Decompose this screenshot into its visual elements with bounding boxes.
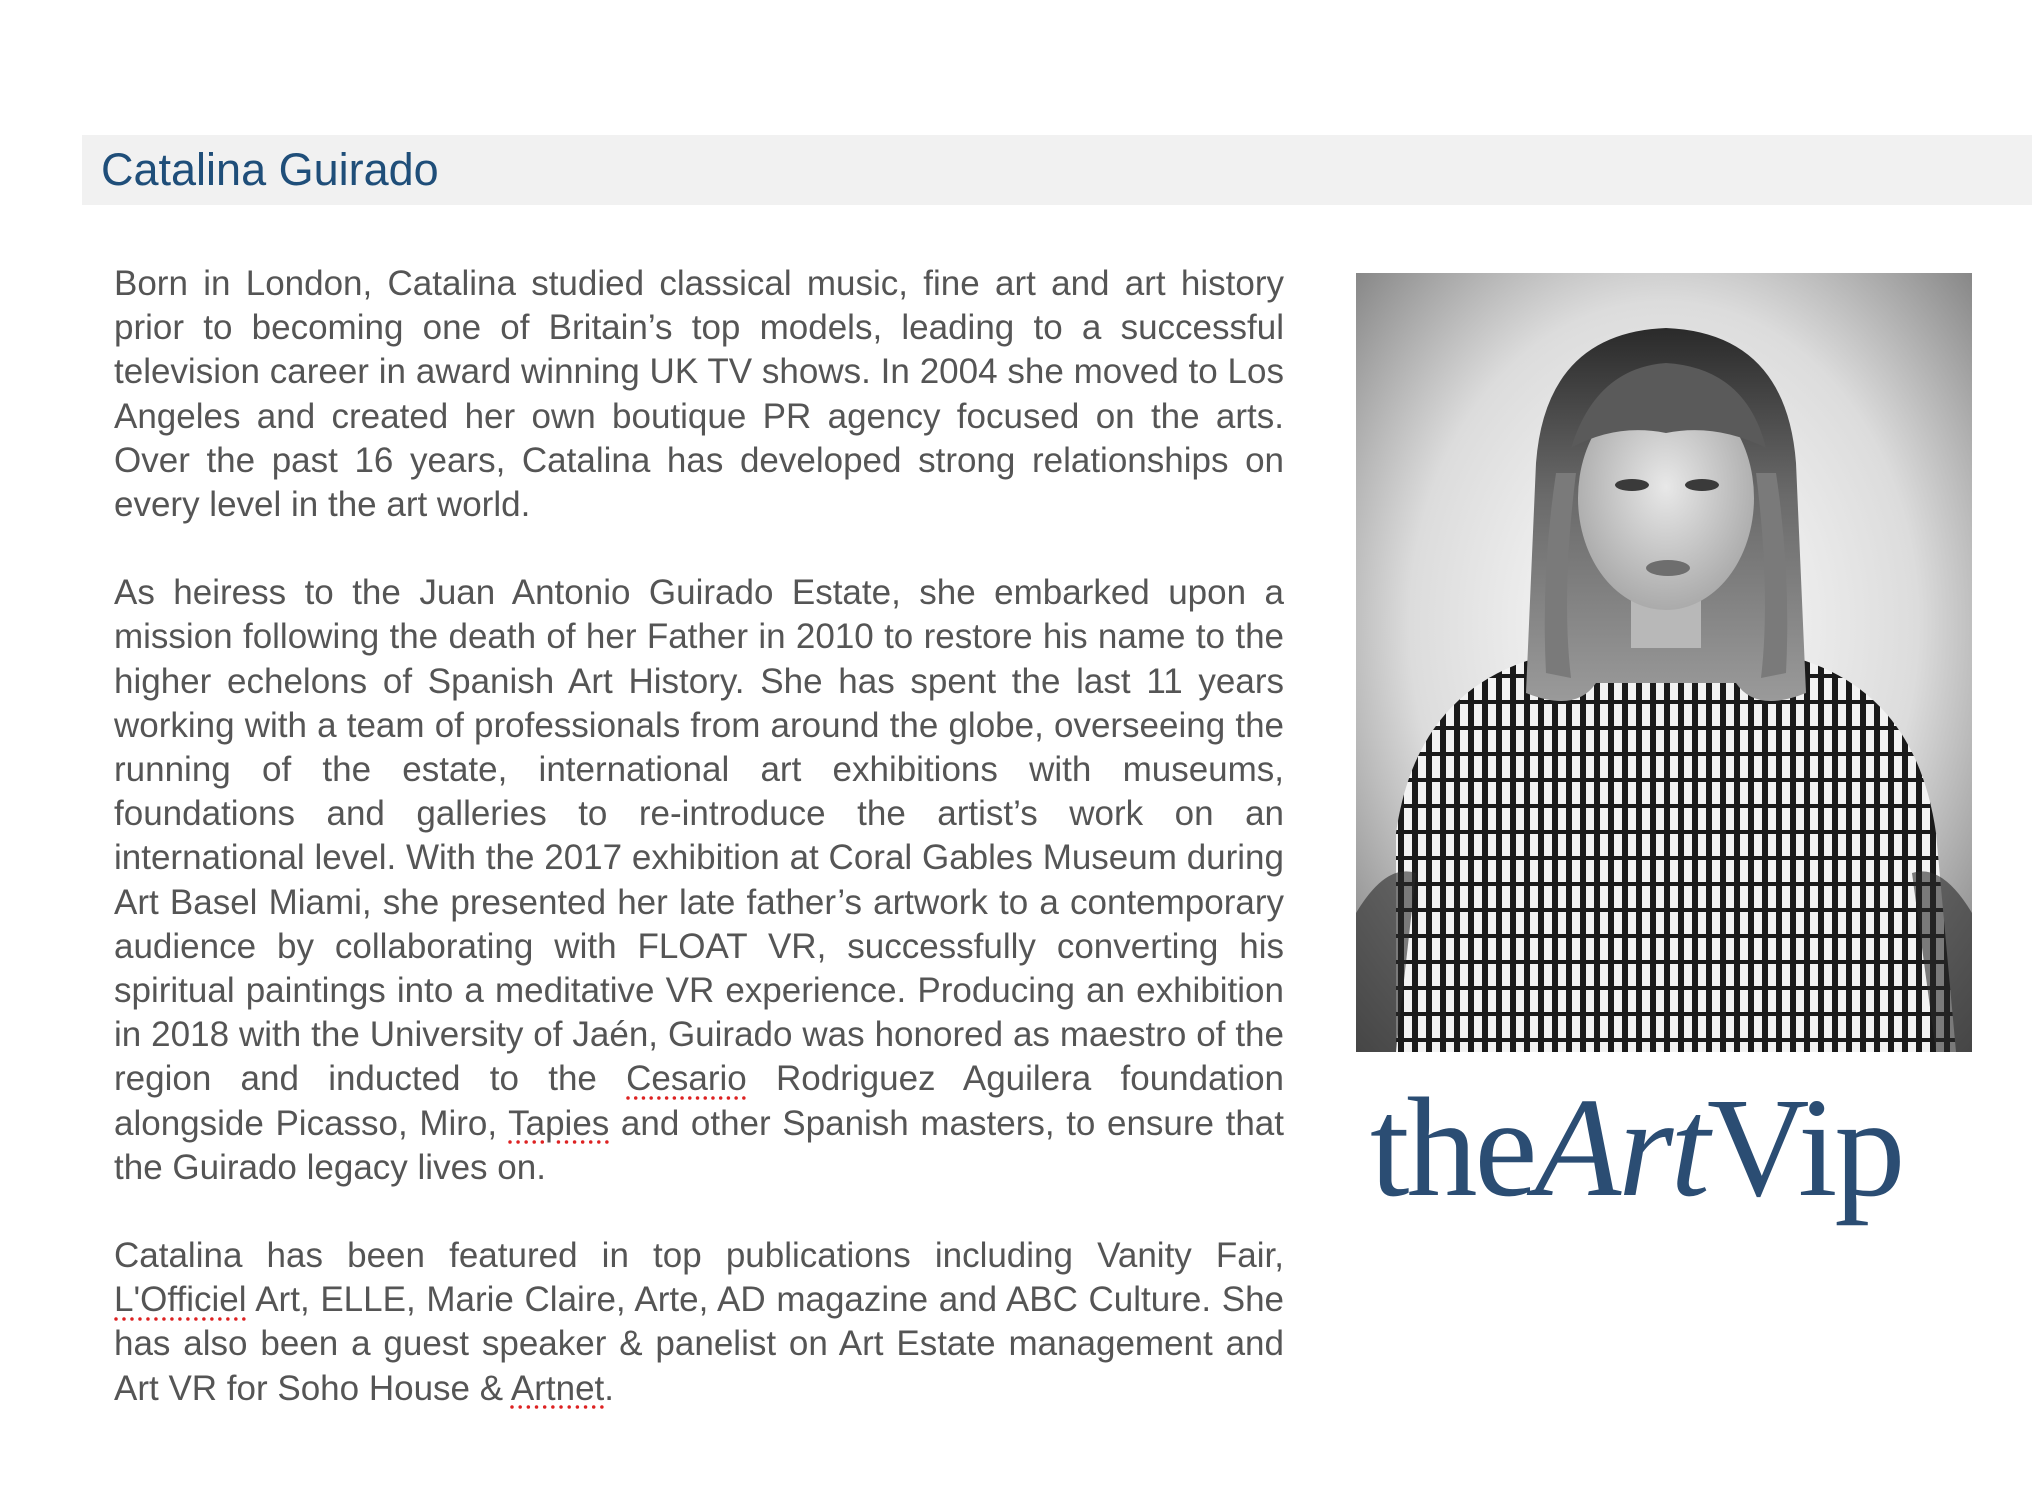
bio-p3-text-a: Art, ELLE, Marie Claire, Arte, AD magazine and ABC Culture. She has also been a guest speaker & panelist on Art Estate management and Art VR for Soho House &	[114, 1280, 1284, 1408]
bio-paragraph-1	[114, 262, 1284, 527]
logo-art: Art	[1534, 1068, 1707, 1226]
bio-p3-lead: Catalina has been featured in top publications including Vanity Fair,	[114, 1236, 1284, 1276]
bio-p3-end: .	[604, 1368, 614, 1408]
bio-paragraph-3	[114, 1234, 1284, 1411]
misspelled-word-tapies: Tapies	[508, 1103, 610, 1143]
bio-p2-text-b: Rodriguez Aguilera foundation alongside Picasso, Miro,	[114, 1059, 1285, 1143]
theartvip-logo	[1370, 1068, 1903, 1242]
misspelled-word-cesario: Cesario	[626, 1059, 747, 1099]
logo-the: the	[1370, 1068, 1535, 1226]
bio-p2-text-a: As heiress to the Juan Antonio Guirado Estate, she embarked upon a mission following the death of her Father in 2010 to restore his name to the higher echelons of Spanish Art History. She has spent the last 11 years working with a team of professionals from around the globe, overseeing the running of the estate, international art exhibitions with museums, foundations and galleries to re-introduce the artist’s work on an international level. With the 2017 exhibition at Coral Gables Museum during Art Basel Miami, she presented her late father’s artwork to a contemporary audience by collaborating with FLOAT VR, successfully converting his spiritual paintings into a meditative VR experience. Producing an exhibition in 2018 with the University of Jaén, Guirado was honored as maestro of the region and inducted to the	[114, 573, 1284, 1099]
title-bar	[82, 135, 2032, 205]
misspelled-word-lofficiel: L'Officiel	[114, 1280, 247, 1320]
page-title: Catalina Guirado	[101, 144, 439, 195]
bio-paragraph-2	[114, 571, 1284, 1190]
bio-p2-text-c: and other Spanish masters, to ensure that the Guirado legacy lives on.	[114, 1103, 1285, 1187]
misspelled-word-artnet: Artnet	[510, 1368, 605, 1408]
portrait-photo	[1356, 273, 1972, 1052]
logo-vip: Vip	[1706, 1068, 1903, 1226]
bio-p1-text: Born in London, Catalina studied classical music, fine art and art history prior to becoming one of Britain’s top models, leading to a successful television career in award winning UK TV shows. In 2004 she moved to Los Angeles and created her own boutique PR agency focused on the arts. Over the past 16 years, Catalina has developed strong relationships on every level in the art world.	[114, 264, 1284, 525]
bio-text	[114, 262, 1284, 1455]
